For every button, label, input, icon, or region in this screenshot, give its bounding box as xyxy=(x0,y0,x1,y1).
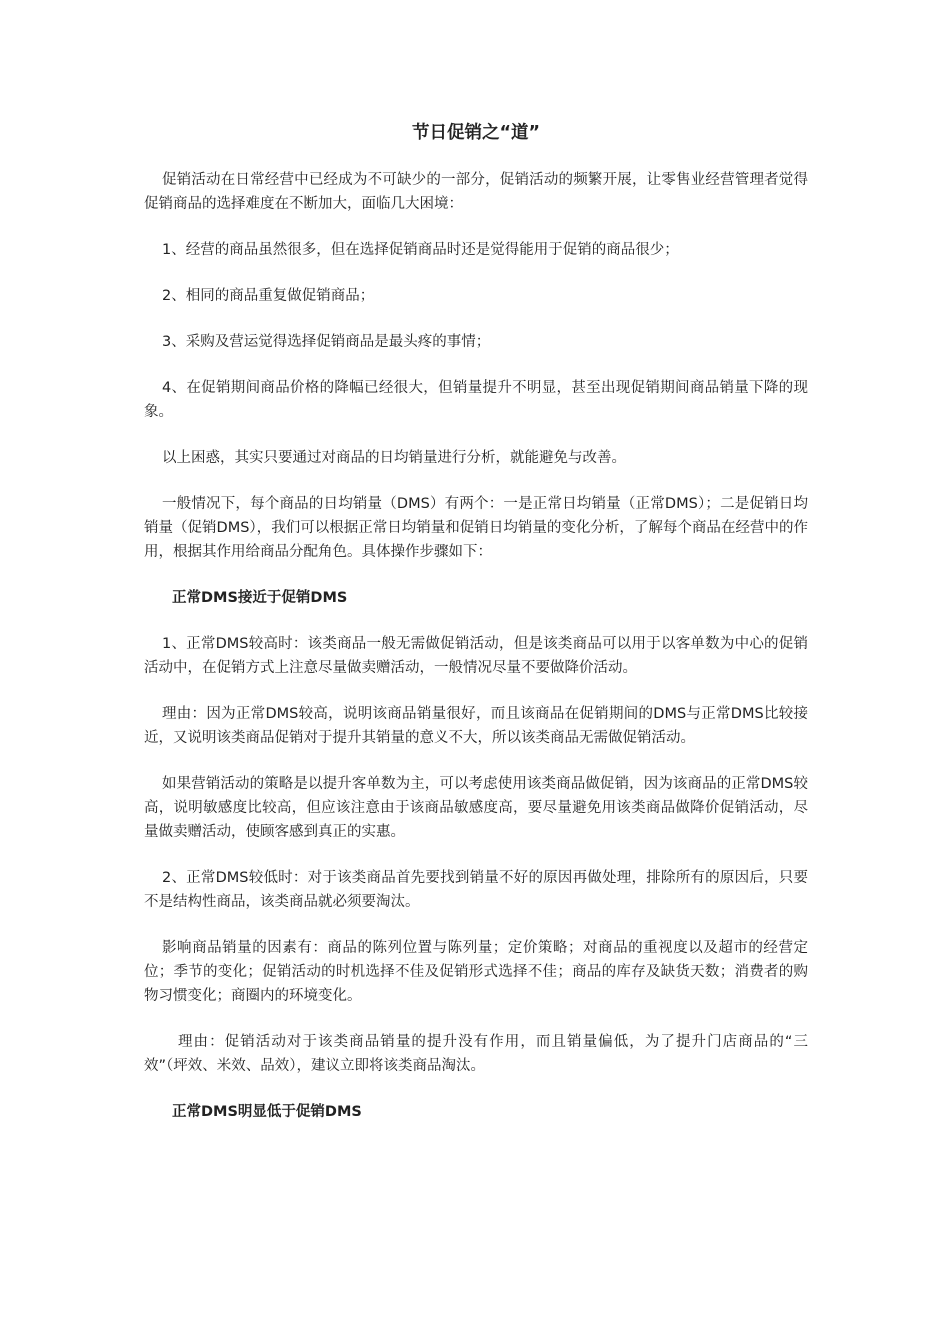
factors-paragraph: 影响商品销量的因素有：商品的陈列位置与陈列量；定价策略；对商品的重视度以及超市的经营定位；季节的变化；促销活动的时机选择不佳及促销形式选择不佳；商品的库存及缺货天数；消费者的购物习惯变化；商圈内的环境变化。 xyxy=(144,940,808,1004)
dms-intro-paragraph: 一般情况下，每个商品的日均销量（DMS）有两个：一是正常日均销量（正常DMS）；二是促销日均销量（促销DMS），我们可以根据正常日均销量和促销日均销量的变化分析，了解每个商品在经营中的作用，根据其作用给商品分配角色。具体操作步骤如下： xyxy=(144,496,808,560)
reason-paragraph-2: 理由：促销活动对于该类商品销量的提升没有作用，而且销量偏低，为了提升门店商品的“三效”（坪效、米效、品效），建议立即将该类商品淘汰。 xyxy=(144,1034,808,1074)
page-title: 节日促销之“道” xyxy=(411,123,540,143)
section-heading-2: 正常DMS明显低于促销DMS xyxy=(172,1104,362,1120)
document-page xyxy=(144,118,808,1146)
summary-paragraph: 以上困惑，其实只要通过对商品的日均销量进行分析，就能避免与改善。 xyxy=(162,450,626,466)
reason-paragraph-1: 理由：因为正常DMS较高，说明该商品销量很好，而且该商品在促销期间的DMS与正常DMS比较接近，又说明该类商品促销对于提升其销量的意义不大，所以该类商品无需做促销活动。 xyxy=(144,706,808,746)
list-item-4: 4、在促销期间商品价格的降幅已经很大，但销量提升不明显，甚至出现促销期间商品销量下降的现象。 xyxy=(144,380,808,420)
section-heading-1: 正常DMS接近于促销DMS xyxy=(172,590,348,606)
list-item-1: 1、经营的商品虽然很多，但在选择促销商品时还是觉得能用于促销的商品很少； xyxy=(162,242,679,258)
list-item-2: 2、相同的商品重复做促销商品； xyxy=(162,288,375,304)
strategy-paragraph: 如果营销活动的策略是以提升客单数为主，可以考虑使用该类商品做促销，因为该商品的正常DMS较高，说明敏感度比较高，但应该注意由于该商品敏感度高，要尽量避免用该类商品做降价促销活动，尽量做卖赠活动，使顾客感到真正的实惠。 xyxy=(144,776,808,840)
case-low-dms-paragraph: 2、正常DMS较低时：对于该类商品首先要找到销量不好的原因再做处理，排除所有的原因后，只要不是结构性商品，该类商品就必须要淘汰。 xyxy=(144,870,808,910)
intro-paragraph: 促销活动在日常经营中已经成为不可缺少的一部分，促销活动的频繁开展，让零售业经营管理者觉得促销商品的选择难度在不断加大，面临几大困境： xyxy=(144,172,808,212)
list-item-3: 3、采购及营运觉得选择促销商品是最头疼的事情； xyxy=(162,334,491,350)
case-high-dms-paragraph: 1、正常DMS较高时：该类商品一般无需做促销活动，但是该类商品可以用于以客单数为中心的促销活动中，在促销方式上注意尽量做卖赠活动，一般情况尽量不要做降价活动。 xyxy=(144,636,808,676)
